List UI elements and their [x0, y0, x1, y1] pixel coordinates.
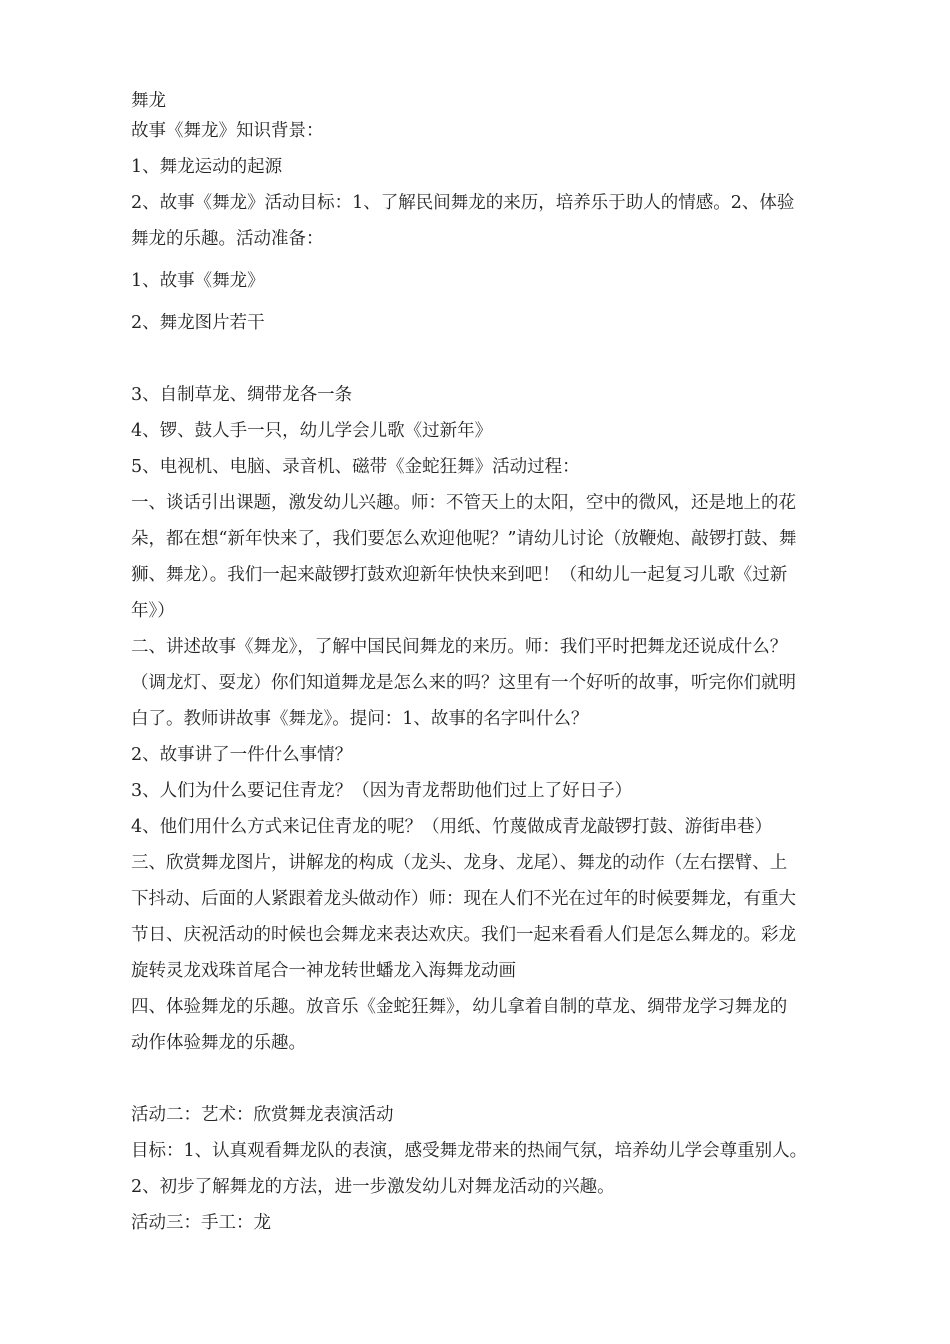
- origin-item: 1、舞龙运动的起源: [131, 157, 283, 177]
- paragraph-line: 白了。教师讲故事《舞龙》。提问：1、故事的名字叫什么？: [131, 709, 589, 729]
- activity-2-title: 活动二：艺术：欣赏舞龙表演活动: [131, 1105, 394, 1125]
- goals-paragraph: [131, 188, 871, 254]
- paragraph-line: 节日、庆祝活动的时候也会舞龙来表达欢庆。我们一起来看看人们是怎么舞龙的。彩龙: [131, 925, 796, 945]
- paragraph-line: 二、讲述故事《舞龙》，了解中国民间舞龙的来历。师：我们平时把舞龙还说成什么？: [131, 637, 788, 657]
- prep-item-3: 3、自制草龙、绸带龙各一条: [131, 385, 353, 405]
- paragraph-line: 舞龙的乐趣。活动准备：: [131, 229, 324, 249]
- step-4-paragraph: [131, 992, 871, 1058]
- question-2: 2、故事讲了一件什么事情？: [131, 745, 353, 765]
- prep-item-1: 1、故事《舞龙》: [131, 271, 265, 291]
- paragraph-line: （调龙灯、耍龙）你们知道舞龙是怎么来的吗？这里有一个好听的故事，听完你们就明: [131, 673, 796, 693]
- prep-item-4: 4、锣、鼓人手一只，幼儿学会儿歌《过新年》: [131, 421, 493, 441]
- activity-2-goal-1: 目标：1、认真观看舞龙队的表演，感受舞龙带来的热闹气氛，培养幼儿学会尊重别人。: [131, 1141, 808, 1161]
- step-3-paragraph: [131, 848, 871, 986]
- paragraph-line: 年》）: [131, 601, 175, 621]
- prep-item-2: 2、舞龙图片若干: [131, 313, 265, 333]
- paragraph-line: 狮、舞龙）。我们一起来敲锣打鼓欢迎新年快快来到吧！（和幼儿一起复习儿歌《过新: [131, 565, 788, 585]
- question-3: 3、人们为什么要记住青龙？（因为青龙帮助他们过上了好日子）: [131, 781, 633, 801]
- background-heading: 故事《舞龙》知识背景：: [131, 121, 324, 141]
- paragraph-line: 动作体验舞龙的乐趣。: [131, 1033, 306, 1053]
- activity-2-goal-2: 2、初步了解舞龙的方法，进一步激发幼儿对舞龙活动的兴趣。: [131, 1177, 615, 1197]
- paragraph-line: 朵，都在想“新年快来了，我们要怎么欢迎他呢？”请幼儿讨论（放鞭炮、敲锣打鼓、舞: [131, 529, 797, 549]
- document-title: 舞龙: [131, 91, 166, 111]
- document-body: [131, 86, 871, 1238]
- step-1-paragraph: [131, 488, 871, 626]
- paragraph-line: 一、谈话引出课题，激发幼儿兴趣。师：不管天上的太阳，空中的微风，还是地上的花: [131, 493, 796, 513]
- paragraph-line: 下抖动、后面的人紧跟着龙头做动作）师：现在人们不光在过年的时候要舞龙，有重大: [131, 889, 796, 909]
- question-4: 4、他们用什么方式来记住青龙的呢？（用纸、竹蔑做成青龙敲锣打鼓、游街串巷）: [131, 817, 773, 837]
- activity-3-title: 活动三：手工：龙: [131, 1213, 271, 1233]
- paragraph-line: 四、体验舞龙的乐趣。放音乐《金蛇狂舞》，幼儿拿着自制的草龙、绸带龙学习舞龙的: [131, 997, 788, 1017]
- step-2-paragraph: [131, 632, 871, 734]
- paragraph-line: 旋转灵龙戏珠首尾合一神龙转世蟠龙入海舞龙动画: [131, 961, 516, 981]
- prep-item-5: 5、电视机、电脑、录音机、磁带《金蛇狂舞》活动过程：: [131, 457, 580, 477]
- paragraph-line: 三、欣赏舞龙图片，讲解龙的构成（龙头、龙身、龙尾）、舞龙的动作（左右摆臂、上: [131, 853, 788, 873]
- paragraph-line: 2、故事《舞龙》活动目标：1、了解民间舞龙的来历，培养乐于助人的情感。2、体验: [131, 193, 795, 213]
